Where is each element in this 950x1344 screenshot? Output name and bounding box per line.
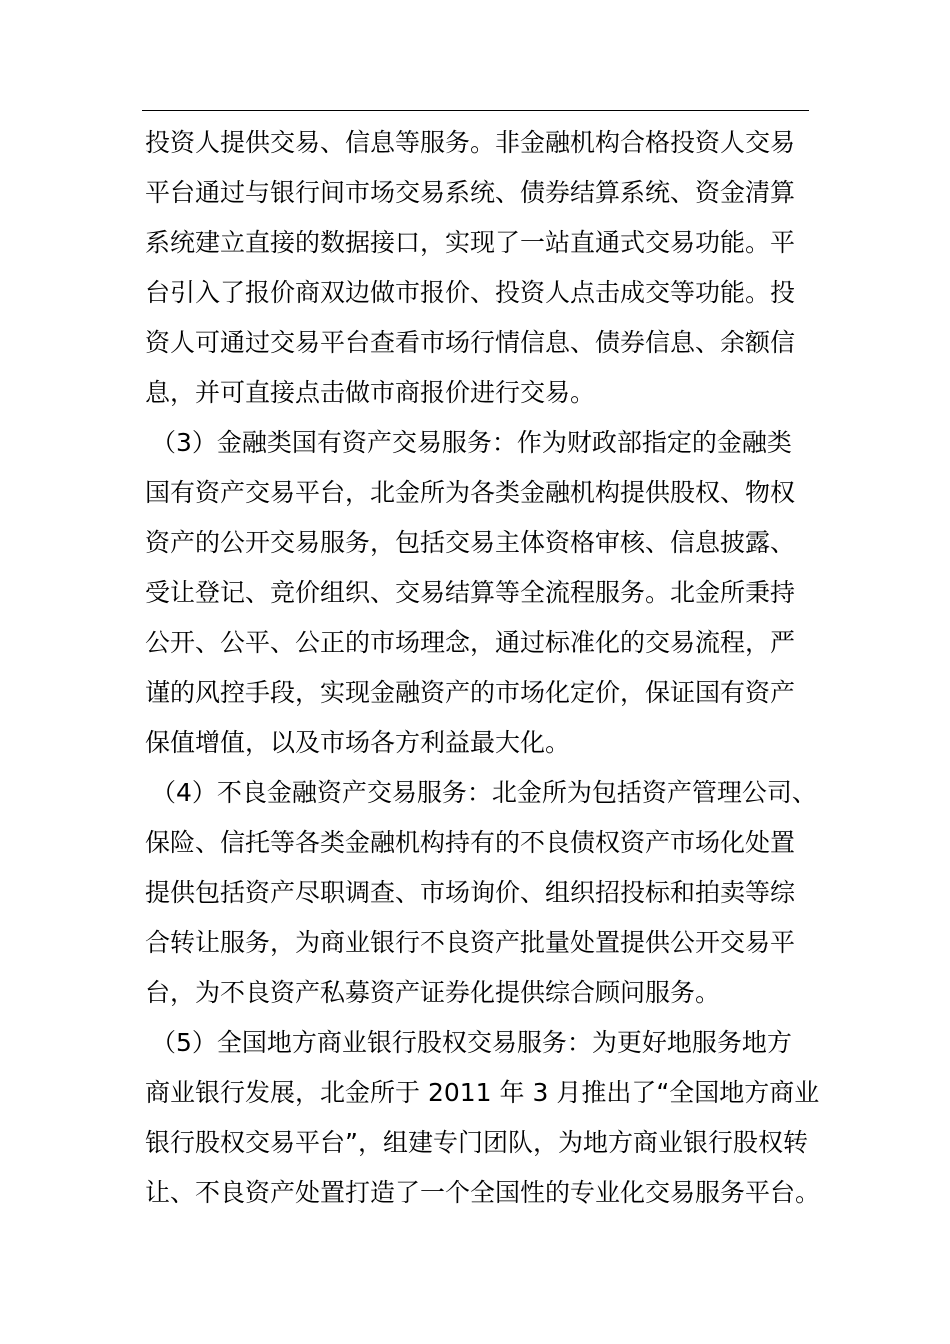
text-line: 提供包括资产尽职调查、市场询价、组织招投标和拍卖等综: [145, 878, 796, 907]
text-line: 投资人提供交易、信息等服务。非金融机构合格投资人交易: [145, 128, 796, 157]
text-line: 受让登记、竞价组织、交易结算等全流程服务。北金所秉持: [145, 578, 796, 607]
text-line: 银行股权交易平台”，组建专门团队，为地方商业银行股权转: [145, 1128, 808, 1157]
body-text: [145, 118, 825, 1218]
text-line: （4）不良金融资产交易服务：北金所为包括资产管理公司、: [151, 778, 817, 807]
text-line: 保险、信托等各类金融机构持有的不良债权资产市场化处置: [145, 828, 796, 857]
text-line: 平台通过与银行间市场交易系统、债券结算系统、资金清算: [145, 178, 796, 207]
header-divider: [142, 110, 809, 111]
text-line: 息，并可直接点击做市商报价进行交易。: [145, 378, 596, 407]
text-line: 保值增值，以及市场各方利益最大化。: [145, 728, 571, 757]
text-line: 谨的风控手段，实现金融资产的市场化定价，保证国有资产: [145, 678, 796, 707]
text-line: 系统建立直接的数据接口，实现了一站直通式交易功能。平: [145, 228, 796, 257]
text-line: 台引入了报价商双边做市报价、投资人点击成交等功能。投: [145, 278, 796, 307]
text-line: 合转让服务，为商业银行不良资产批量处置提供公开交易平: [145, 928, 796, 957]
text-line: 公开、公平、公正的市场理念，通过标准化的交易流程，严: [145, 628, 796, 657]
text-line: 国有资产交易平台，北金所为各类金融机构提供股权、物权: [145, 478, 796, 507]
text-line: （3）金融类国有资产交易服务：作为财政部指定的金融类: [151, 428, 792, 457]
text-line: 资产的公开交易服务，包括交易主体资格审核、信息披露、: [145, 528, 796, 557]
text-line: 让、不良资产处置打造了一个全国性的专业化交易服务平台。: [145, 1178, 821, 1207]
text-line: （5）全国地方商业银行股权交易服务：为更好地服务地方: [151, 1028, 792, 1057]
text-line: 台，为不良资产私募资产证券化提供综合顾问服务。: [145, 978, 721, 1007]
text-line: 商业银行发展，北金所于 2011 年 3 月推出了“全国地方商业: [145, 1078, 820, 1107]
text-line: 资人可通过交易平台查看市场行情信息、债券信息、余额信: [145, 328, 796, 357]
